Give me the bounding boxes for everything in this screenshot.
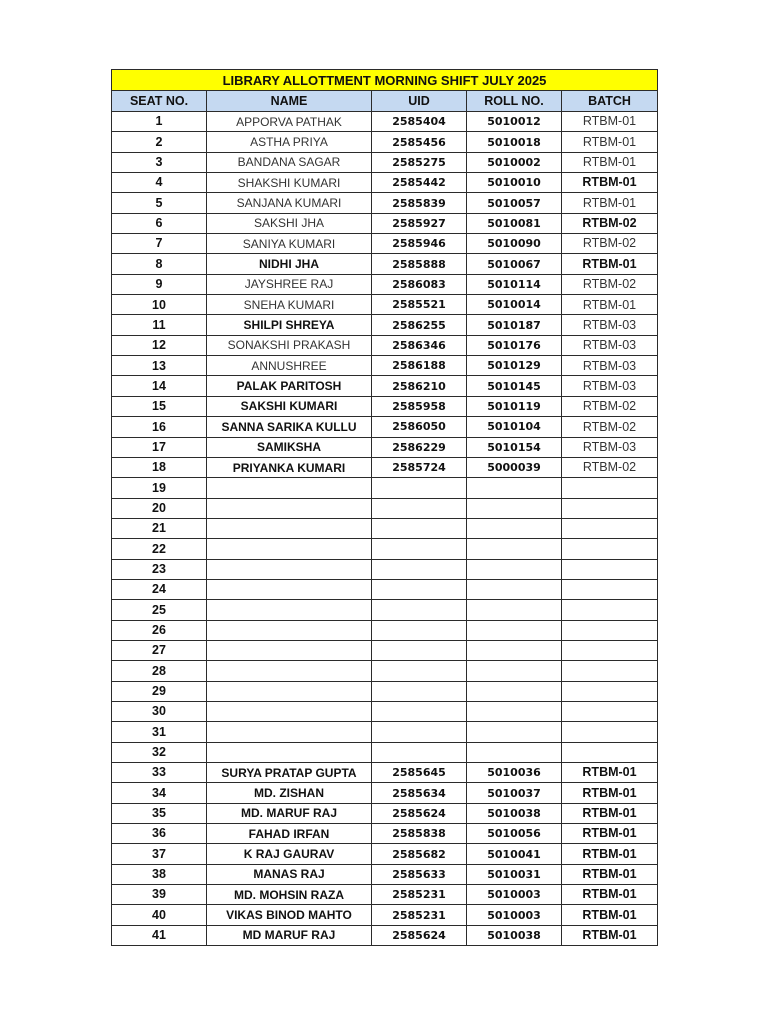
batch-cell: RTBM-01 [562, 152, 658, 172]
table-row [112, 173, 658, 193]
roll-no-cell [467, 579, 562, 599]
batch-cell: RTBM-02 [562, 234, 658, 254]
uid-cell: 2585231 [372, 885, 467, 905]
batch-cell: RTBM-01 [562, 173, 658, 193]
name-cell: SONAKSHI PRAKASH [207, 335, 372, 355]
uid-cell [372, 722, 467, 742]
batch-cell: RTBM-02 [562, 396, 658, 416]
uid-cell: 2585275 [372, 152, 467, 172]
roll-no-cell: 5010031 [467, 864, 562, 884]
batch-cell [562, 661, 658, 681]
seat-cell: 16 [112, 417, 207, 437]
table-row [112, 722, 658, 742]
table-body [112, 112, 658, 946]
uid-cell: 2585839 [372, 193, 467, 213]
batch-cell [562, 742, 658, 762]
roll-no-cell [467, 518, 562, 538]
name-cell: MD. MOHSIN RAZA [207, 885, 372, 905]
table-row [112, 925, 658, 945]
uid-cell: 2585231 [372, 905, 467, 925]
name-cell: SANIYA KUMARI [207, 234, 372, 254]
name-cell: APPORVA PATHAK [207, 112, 372, 132]
roll-no-cell [467, 701, 562, 721]
uid-cell: 2586346 [372, 335, 467, 355]
allotment-table [111, 69, 658, 946]
batch-cell: RTBM-01 [562, 824, 658, 844]
table-row [112, 234, 658, 254]
name-cell: ANNUSHREE [207, 356, 372, 376]
seat-cell: 32 [112, 742, 207, 762]
table-row [112, 681, 658, 701]
batch-cell [562, 620, 658, 640]
roll-no-cell: 5010081 [467, 213, 562, 233]
uid-cell: 2585404 [372, 112, 467, 132]
name-cell: SAMIKSHA [207, 437, 372, 457]
table-row [112, 295, 658, 315]
seat-cell: 34 [112, 783, 207, 803]
seat-cell: 19 [112, 478, 207, 498]
seat-cell: 2 [112, 132, 207, 152]
name-cell [207, 539, 372, 559]
batch-cell: RTBM-01 [562, 885, 658, 905]
header-name: NAME [207, 91, 372, 112]
seat-cell: 15 [112, 396, 207, 416]
table-row [112, 274, 658, 294]
roll-no-cell: 5010038 [467, 803, 562, 823]
seat-cell: 21 [112, 518, 207, 538]
seat-cell: 17 [112, 437, 207, 457]
roll-no-cell: 5010187 [467, 315, 562, 335]
batch-cell: RTBM-01 [562, 803, 658, 823]
name-cell: ASTHA PRIYA [207, 132, 372, 152]
seat-cell: 18 [112, 457, 207, 477]
seat-cell: 10 [112, 295, 207, 315]
roll-no-cell: 5010129 [467, 356, 562, 376]
name-cell [207, 518, 372, 538]
seat-cell: 6 [112, 213, 207, 233]
batch-cell: RTBM-03 [562, 376, 658, 396]
table-row [112, 559, 658, 579]
batch-cell: RTBM-01 [562, 112, 658, 132]
table-row [112, 763, 658, 783]
uid-cell: 2586050 [372, 417, 467, 437]
seat-cell: 41 [112, 925, 207, 945]
roll-no-cell [467, 539, 562, 559]
seat-cell: 23 [112, 559, 207, 579]
roll-no-cell: 5010036 [467, 763, 562, 783]
name-cell: FAHAD IRFAN [207, 824, 372, 844]
name-cell: VIKAS BINOD MAHTO [207, 905, 372, 925]
uid-cell: 2585442 [372, 173, 467, 193]
roll-no-cell [467, 478, 562, 498]
table-row [112, 112, 658, 132]
uid-cell: 2585724 [372, 457, 467, 477]
uid-cell: 2586229 [372, 437, 467, 457]
header-batch: BATCH [562, 91, 658, 112]
batch-cell [562, 478, 658, 498]
header-seat-no: SEAT NO. [112, 91, 207, 112]
seat-cell: 11 [112, 315, 207, 335]
header-uid: UID [372, 91, 467, 112]
roll-no-cell: 5010176 [467, 335, 562, 355]
roll-no-cell [467, 661, 562, 681]
name-cell: SHAKSHI KUMARI [207, 173, 372, 193]
batch-cell: RTBM-02 [562, 417, 658, 437]
seat-cell: 24 [112, 579, 207, 599]
name-cell: SAKSHI JHA [207, 213, 372, 233]
roll-no-cell: 5010119 [467, 396, 562, 416]
table-row [112, 824, 658, 844]
seat-cell: 5 [112, 193, 207, 213]
table-row [112, 803, 658, 823]
uid-cell: 2585838 [372, 824, 467, 844]
batch-cell [562, 701, 658, 721]
roll-no-cell: 5010104 [467, 417, 562, 437]
roll-no-cell [467, 742, 562, 762]
batch-cell: RTBM-01 [562, 844, 658, 864]
batch-cell: RTBM-01 [562, 254, 658, 274]
table-row [112, 152, 658, 172]
batch-cell [562, 579, 658, 599]
name-cell [207, 478, 372, 498]
roll-no-cell: 5010010 [467, 173, 562, 193]
batch-cell: RTBM-03 [562, 437, 658, 457]
seat-cell: 1 [112, 112, 207, 132]
uid-cell: 2585888 [372, 254, 467, 274]
uid-cell: 2586188 [372, 356, 467, 376]
seat-cell: 12 [112, 335, 207, 355]
seat-cell: 27 [112, 640, 207, 660]
uid-cell [372, 742, 467, 762]
batch-cell: RTBM-01 [562, 132, 658, 152]
seat-cell: 31 [112, 722, 207, 742]
uid-cell: 2585946 [372, 234, 467, 254]
batch-cell [562, 722, 658, 742]
uid-cell: 2586083 [372, 274, 467, 294]
seat-cell: 38 [112, 864, 207, 884]
name-cell: PRIYANKA KUMARI [207, 457, 372, 477]
table-row [112, 213, 658, 233]
roll-no-cell: 5010003 [467, 905, 562, 925]
uid-cell [372, 498, 467, 518]
seat-cell: 25 [112, 600, 207, 620]
roll-no-cell [467, 498, 562, 518]
table-row [112, 844, 658, 864]
uid-cell: 2585927 [372, 213, 467, 233]
roll-no-cell: 5010057 [467, 193, 562, 213]
name-cell: SAKSHI KUMARI [207, 396, 372, 416]
batch-cell: RTBM-01 [562, 763, 658, 783]
table-row [112, 742, 658, 762]
uid-cell: 2585521 [372, 295, 467, 315]
name-cell: PALAK PARITOSH [207, 376, 372, 396]
uid-cell: 2585682 [372, 844, 467, 864]
sheet-title: LIBRARY ALLOTTMENT MORNING SHIFT JULY 2025 [112, 70, 658, 91]
batch-cell: RTBM-01 [562, 905, 658, 925]
uid-cell [372, 640, 467, 660]
batch-cell: RTBM-03 [562, 335, 658, 355]
roll-no-cell: 5010114 [467, 274, 562, 294]
roll-no-cell: 5000039 [467, 457, 562, 477]
batch-cell: RTBM-01 [562, 864, 658, 884]
uid-cell [372, 518, 467, 538]
uid-cell [372, 701, 467, 721]
roll-no-cell: 5010154 [467, 437, 562, 457]
name-cell: JAYSHREE RAJ [207, 274, 372, 294]
uid-cell: 2585645 [372, 763, 467, 783]
name-cell: SHILPI SHREYA [207, 315, 372, 335]
seat-cell: 7 [112, 234, 207, 254]
batch-cell [562, 681, 658, 701]
roll-no-cell: 5010012 [467, 112, 562, 132]
batch-cell [562, 498, 658, 518]
uid-cell: 2585624 [372, 925, 467, 945]
uid-cell [372, 559, 467, 579]
roll-no-cell: 5010014 [467, 295, 562, 315]
name-cell: MANAS RAJ [207, 864, 372, 884]
name-cell: MD. ZISHAN [207, 783, 372, 803]
batch-cell: RTBM-02 [562, 213, 658, 233]
uid-cell [372, 681, 467, 701]
table-row [112, 783, 658, 803]
roll-no-cell: 5010067 [467, 254, 562, 274]
batch-cell: RTBM-03 [562, 356, 658, 376]
table-row [112, 396, 658, 416]
uid-cell: 2585456 [372, 132, 467, 152]
batch-cell: RTBM-02 [562, 457, 658, 477]
seat-cell: 33 [112, 763, 207, 783]
seat-cell: 22 [112, 539, 207, 559]
roll-no-cell [467, 600, 562, 620]
name-cell [207, 559, 372, 579]
name-cell [207, 701, 372, 721]
table-row [112, 315, 658, 335]
header-row [112, 91, 658, 112]
name-cell [207, 579, 372, 599]
table-row [112, 518, 658, 538]
table-row [112, 600, 658, 620]
uid-cell [372, 579, 467, 599]
table-row [112, 579, 658, 599]
title-row [112, 70, 658, 91]
uid-cell: 2585633 [372, 864, 467, 884]
name-cell: SANJANA KUMARI [207, 193, 372, 213]
uid-cell: 2586255 [372, 315, 467, 335]
roll-no-cell: 5010002 [467, 152, 562, 172]
seat-cell: 29 [112, 681, 207, 701]
roll-no-cell: 5010018 [467, 132, 562, 152]
uid-cell: 2585634 [372, 783, 467, 803]
seat-cell: 40 [112, 905, 207, 925]
seat-cell: 30 [112, 701, 207, 721]
table-row [112, 457, 658, 477]
table-row [112, 620, 658, 640]
roll-no-cell [467, 681, 562, 701]
batch-cell [562, 640, 658, 660]
table-row [112, 661, 658, 681]
table-row [112, 498, 658, 518]
uid-cell [372, 661, 467, 681]
table-row [112, 478, 658, 498]
table-row [112, 864, 658, 884]
table-row [112, 885, 658, 905]
roll-no-cell [467, 620, 562, 640]
table-row [112, 132, 658, 152]
name-cell: SURYA PRATAP GUPTA [207, 763, 372, 783]
uid-cell [372, 539, 467, 559]
roll-no-cell: 5010038 [467, 925, 562, 945]
table-row [112, 437, 658, 457]
table-row [112, 356, 658, 376]
table-row [112, 905, 658, 925]
allotment-sheet [111, 69, 657, 946]
seat-cell: 13 [112, 356, 207, 376]
name-cell [207, 742, 372, 762]
name-cell: SANNA SARIKA KULLU [207, 417, 372, 437]
table-row [112, 254, 658, 274]
batch-cell: RTBM-02 [562, 274, 658, 294]
name-cell [207, 600, 372, 620]
roll-no-cell: 5010056 [467, 824, 562, 844]
table-row [112, 193, 658, 213]
batch-cell: RTBM-03 [562, 315, 658, 335]
batch-cell: RTBM-01 [562, 295, 658, 315]
seat-cell: 28 [112, 661, 207, 681]
batch-cell [562, 518, 658, 538]
seat-cell: 8 [112, 254, 207, 274]
seat-cell: 14 [112, 376, 207, 396]
roll-no-cell [467, 722, 562, 742]
table-row [112, 539, 658, 559]
header-roll-no: ROLL NO. [467, 91, 562, 112]
name-cell [207, 722, 372, 742]
batch-cell [562, 539, 658, 559]
name-cell [207, 498, 372, 518]
table-row [112, 640, 658, 660]
seat-cell: 4 [112, 173, 207, 193]
roll-no-cell: 5010041 [467, 844, 562, 864]
name-cell [207, 661, 372, 681]
name-cell: SNEHA KUMARI [207, 295, 372, 315]
table-row [112, 701, 658, 721]
roll-no-cell: 5010145 [467, 376, 562, 396]
batch-cell: RTBM-01 [562, 783, 658, 803]
batch-cell: RTBM-01 [562, 193, 658, 213]
name-cell: MD MARUF RAJ [207, 925, 372, 945]
uid-cell: 2585958 [372, 396, 467, 416]
uid-cell [372, 620, 467, 640]
name-cell: BANDANA SAGAR [207, 152, 372, 172]
uid-cell [372, 600, 467, 620]
roll-no-cell: 5010003 [467, 885, 562, 905]
seat-cell: 35 [112, 803, 207, 823]
roll-no-cell [467, 640, 562, 660]
batch-cell [562, 600, 658, 620]
uid-cell: 2586210 [372, 376, 467, 396]
roll-no-cell [467, 559, 562, 579]
seat-cell: 37 [112, 844, 207, 864]
table-row [112, 417, 658, 437]
seat-cell: 9 [112, 274, 207, 294]
name-cell: K RAJ GAURAV [207, 844, 372, 864]
seat-cell: 39 [112, 885, 207, 905]
name-cell [207, 620, 372, 640]
roll-no-cell: 5010037 [467, 783, 562, 803]
batch-cell: RTBM-01 [562, 925, 658, 945]
table-row [112, 335, 658, 355]
uid-cell: 2585624 [372, 803, 467, 823]
name-cell: MD. MARUF RAJ [207, 803, 372, 823]
seat-cell: 36 [112, 824, 207, 844]
batch-cell [562, 559, 658, 579]
seat-cell: 3 [112, 152, 207, 172]
name-cell: NIDHI JHA [207, 254, 372, 274]
seat-cell: 20 [112, 498, 207, 518]
uid-cell [372, 478, 467, 498]
name-cell [207, 681, 372, 701]
seat-cell: 26 [112, 620, 207, 640]
roll-no-cell: 5010090 [467, 234, 562, 254]
name-cell [207, 640, 372, 660]
table-row [112, 376, 658, 396]
